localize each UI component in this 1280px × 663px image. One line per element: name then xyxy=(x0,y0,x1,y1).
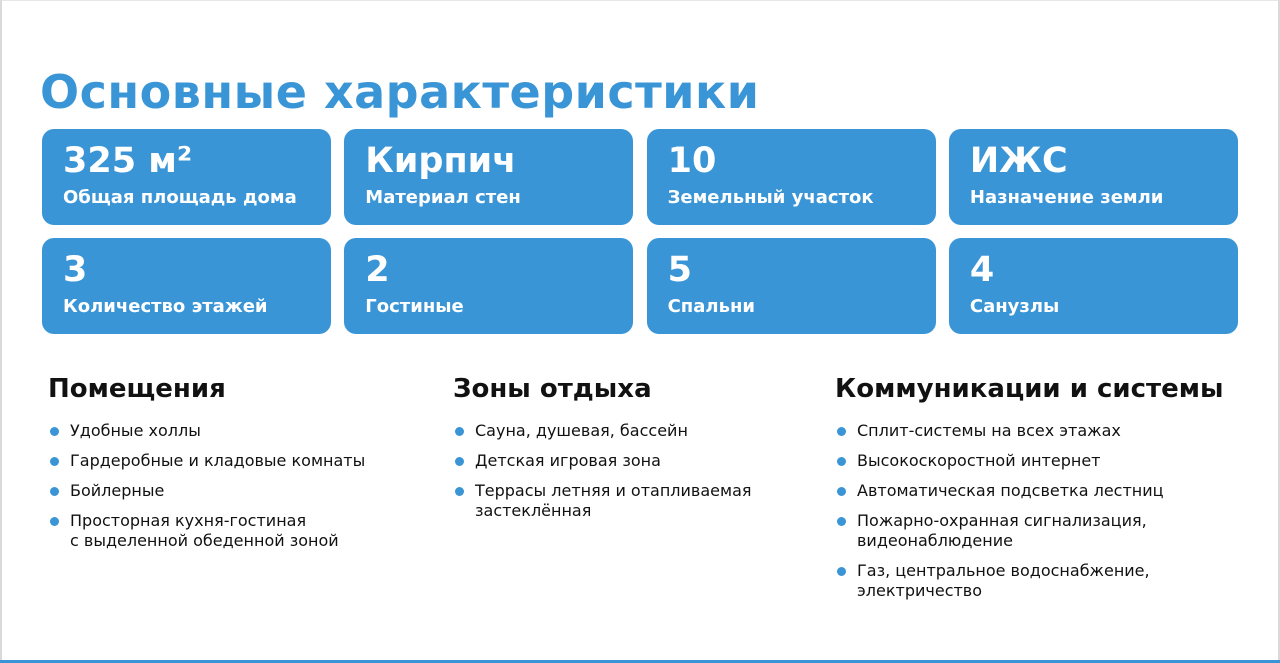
list-item xyxy=(453,481,813,521)
list-item xyxy=(48,421,428,441)
list-item-text: Детская игровая зона xyxy=(475,451,661,470)
list-item xyxy=(835,511,1255,551)
bullet-icon xyxy=(837,457,846,466)
list-item-text: Высокоскоростной интернет xyxy=(857,451,1101,470)
section-heading: Коммуникации и системы xyxy=(835,374,1224,404)
card-label: Назначение земли xyxy=(969,187,1164,208)
card-label: Спальни xyxy=(667,296,756,317)
list-item-text: Сауна, душевая, бассейн xyxy=(475,421,688,440)
bullet-icon xyxy=(455,487,464,496)
list-item-text: Террасы летняя и отапливаемая застеклённая xyxy=(475,481,752,520)
card-value: 2 xyxy=(365,250,390,290)
bullet-icon xyxy=(837,517,846,526)
list-item xyxy=(453,421,813,441)
list-item xyxy=(835,451,1255,471)
card-value: 10 xyxy=(667,141,717,181)
card-label: Земельный участок xyxy=(667,187,874,208)
list-item xyxy=(835,561,1255,601)
bullet-icon xyxy=(50,457,59,466)
list-item xyxy=(48,511,428,551)
card-value: Кирпич xyxy=(365,141,517,181)
characteristics-grid xyxy=(42,129,1238,334)
list-item xyxy=(48,481,428,501)
card-label: Количество этажей xyxy=(63,296,268,317)
bullet-icon xyxy=(50,517,59,526)
list-item-text: Гардеробные и кладовые комнаты xyxy=(70,451,366,470)
card-floors xyxy=(42,238,331,334)
card-value: ИЖС xyxy=(969,141,1068,181)
section-heading: Зоны отдыха xyxy=(453,374,652,404)
list-item xyxy=(835,421,1255,441)
list-item-text: Автоматическая подсветка лестниц xyxy=(857,481,1164,500)
card-bedrooms xyxy=(647,238,936,334)
bullet-icon xyxy=(50,487,59,496)
card-value: 325 м² xyxy=(63,141,193,181)
feature-list xyxy=(453,421,813,521)
card-value: 3 xyxy=(63,250,88,290)
bullet-icon xyxy=(50,427,59,436)
feature-list xyxy=(48,421,428,551)
card-value: 4 xyxy=(969,250,995,290)
section-rooms xyxy=(48,373,428,561)
card-wall-material xyxy=(344,129,633,225)
list-item xyxy=(453,451,813,471)
list-item-text: Газ, центральное водоснабжение, электричество xyxy=(857,561,1150,600)
bullet-icon xyxy=(455,427,464,436)
card-land-plot xyxy=(647,129,936,225)
section-leisure-zones xyxy=(453,373,813,531)
list-item-text: Сплит-системы на всех этажах xyxy=(857,421,1121,440)
feature-list xyxy=(835,421,1255,601)
bullet-icon xyxy=(837,567,846,576)
page-title: Основные характеристики xyxy=(40,64,760,119)
list-item-text: Бойлерные xyxy=(70,481,165,500)
bullet-icon xyxy=(455,457,464,466)
card-label: Гостиные xyxy=(365,296,464,317)
card-label: Общая площадь дома xyxy=(63,187,297,208)
bullet-icon xyxy=(837,427,846,436)
card-living-rooms xyxy=(344,238,633,334)
card-total-area xyxy=(42,129,331,225)
card-label: Материал стен xyxy=(365,187,521,208)
list-item xyxy=(48,451,428,471)
list-item-text: Удобные холлы xyxy=(70,421,201,440)
section-heading: Помещения xyxy=(48,374,226,404)
section-utilities xyxy=(835,373,1255,611)
card-land-purpose xyxy=(949,129,1238,225)
list-item-text: Пожарно-охранная сигнализация, видеонаблюдение xyxy=(857,511,1147,550)
list-item-text: Просторная кухня-гостиная с выделенной обеденной зоной xyxy=(70,511,339,550)
card-label: Санузлы xyxy=(969,296,1060,317)
bullet-icon xyxy=(837,487,846,496)
card-value: 5 xyxy=(667,250,692,290)
card-bathrooms xyxy=(949,238,1238,334)
list-item xyxy=(835,481,1255,501)
